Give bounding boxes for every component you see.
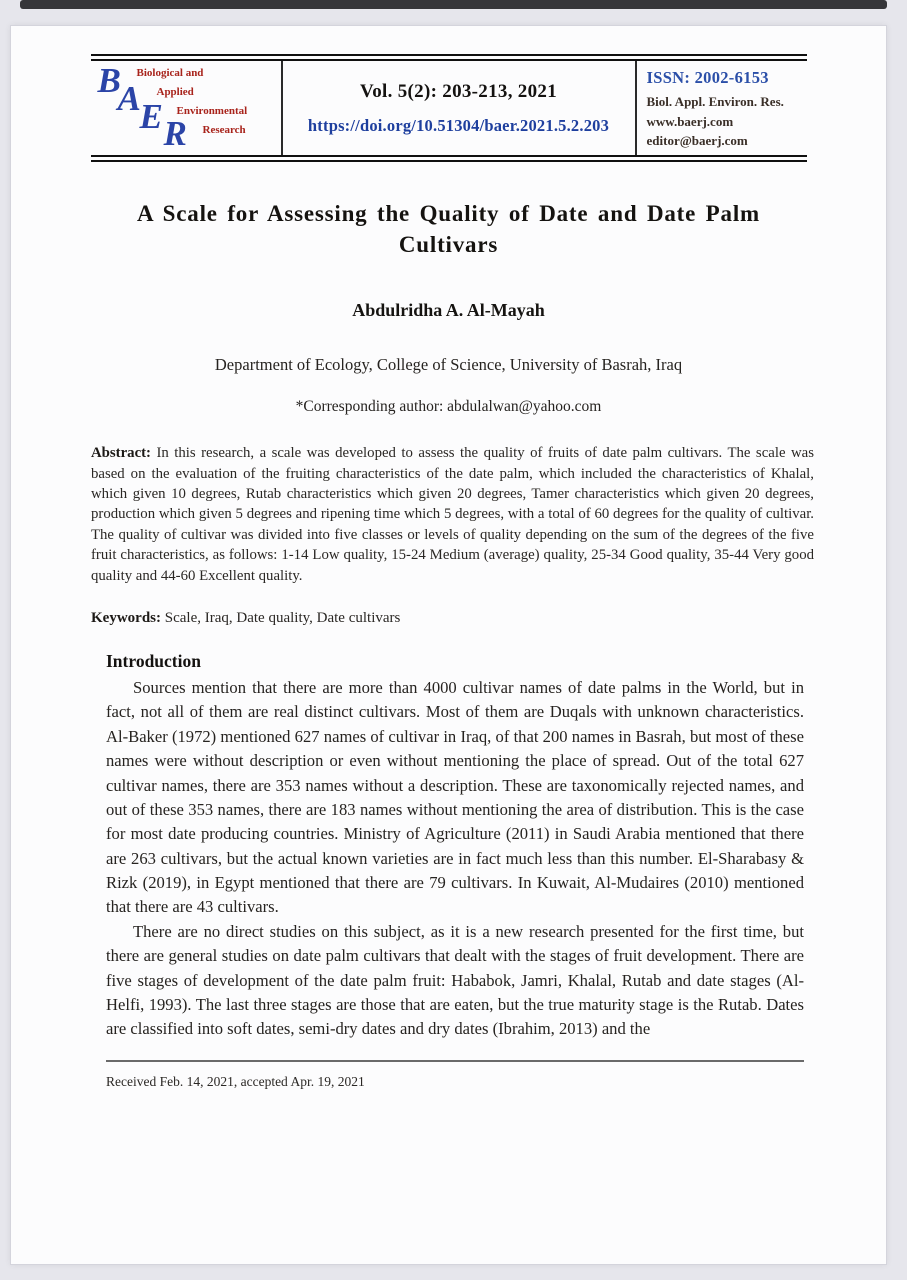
page-sheet	[10, 25, 887, 1265]
journal-logo	[91, 61, 283, 155]
logo-letter-e: E	[139, 97, 163, 136]
paper-title: A Scale for Assessing the Quality of Date and Date Palm Cultivars	[136, 201, 760, 258]
logo-word-biological: Biological and	[136, 67, 204, 79]
footer-divider	[106, 1060, 804, 1062]
abstract	[91, 443, 814, 586]
section-heading-introduction: Introduction	[106, 650, 201, 671]
abstract-label: Abstract:	[91, 445, 151, 462]
doi-link[interactable]: https://doi.org/10.51304/baer.2021.5.2.203	[307, 115, 610, 135]
journal-website-link[interactable]: www.baerj.com	[646, 113, 734, 129]
journal-abbreviation: Biol. Appl. Environ. Res.	[646, 94, 784, 109]
volume-info: Vol. 5(2): 203-213, 2021	[359, 80, 557, 102]
paragraph: Sources mention that there are more than 4000 cultivar names of date palms in the World, but in fact, not all of them are real distinct cultivars. Most of them are Duqals with unknown characteristics. Al-Baker (1972) mentioned 627 names of cultivar in Iraq, of that 200 names in Basrah, but most of these names were without description or even without mentioning the place of spread. Out of the total 627 cultivar names, there are 353 names without a description. These are taxonomically rejected names, and out of these 353 names, there are 183 names without mentioning the area of distribution. This is the case for most date producing countries. Ministry of Agriculture (2011) in Saudi Arabia mentioned that there are 263 cultivars, but the actual known varieties are in fact much less than this number. El-Sharabasy & Rizk (2019), in Egypt mentioned that there are 79 cultivars. In Kuwait, Al-Mudaires (2010) mentioned that there are 43 cultivars.	[106, 677, 804, 917]
logo-letter-r: R	[163, 114, 187, 153]
editor-email-link[interactable]: editor@baerj.com	[646, 133, 748, 148]
logo-letter-a: A	[117, 79, 141, 118]
keywords-text: Scale, Iraq, Date quality, Date cultivars	[161, 609, 401, 626]
author-name: Abdulridha A. Al-Mayah	[352, 300, 545, 321]
received-dates: Received Feb. 14, 2021, accepted Apr. 19, 2021	[106, 1073, 365, 1089]
author-affiliation: Department of Ecology, College of Science, University of Basrah, Iraq	[214, 355, 683, 375]
keywords	[91, 610, 814, 627]
journal-header-right	[637, 61, 807, 155]
journal-header	[91, 54, 807, 162]
logo-word-applied: Applied	[156, 86, 194, 98]
abstract-text: In this research, a scale was developed to assess the quality of fruits of date palm cultivars. The scale was based on the evaluation of the fruiting characteristics of the date palm, which included the characteristics of Khalal, which given 10 degrees, Rutab characteristics which given 20 degrees, Tamer characteristics which given 20 degrees, production which given 5 degrees and ripening time which 5 degrees, with a total of 60 degrees for the quality of cultivar. The quality of cultivar was divided into five classes or levels of quality depending on the sum of the degrees of the five fruit characteristics, as follows: 1-14 Low quality, 15-24 Medium (average) quality, 25-34 Good quality, 35-44 Very good quality and 44-60 Excellent quality.	[91, 445, 814, 584]
paragraph: There are no direct studies on this subject, as it is a new research presented for the first time, but there are general studies on date palm cultivars that dealt with the stages of fruit development. There are five stages of development of the date palm fruit: Hababok, Jamri, Khalal, Rutab and date stages (Al-Helfi, 1993). The last three stages are those that are eaten, but the true maturity stage is the Rutab. Dates are classified into soft dates, semi-dry dates and dry dates (Ibrahim, 2013) and the	[106, 921, 804, 1039]
paper-body	[106, 651, 804, 1042]
logo-word-environmental: Environmental	[176, 105, 248, 117]
issn: ISSN: 2002-6153	[646, 68, 769, 87]
logo-letter-b: B	[97, 61, 121, 100]
corresponding-author: *Corresponding author: abdulalwan@yahoo.com	[295, 398, 602, 416]
logo-word-research: Research	[202, 124, 246, 136]
keywords-label: Keywords:	[91, 609, 161, 626]
scan-edge-bar	[20, 0, 887, 9]
journal-header-center	[283, 61, 637, 155]
